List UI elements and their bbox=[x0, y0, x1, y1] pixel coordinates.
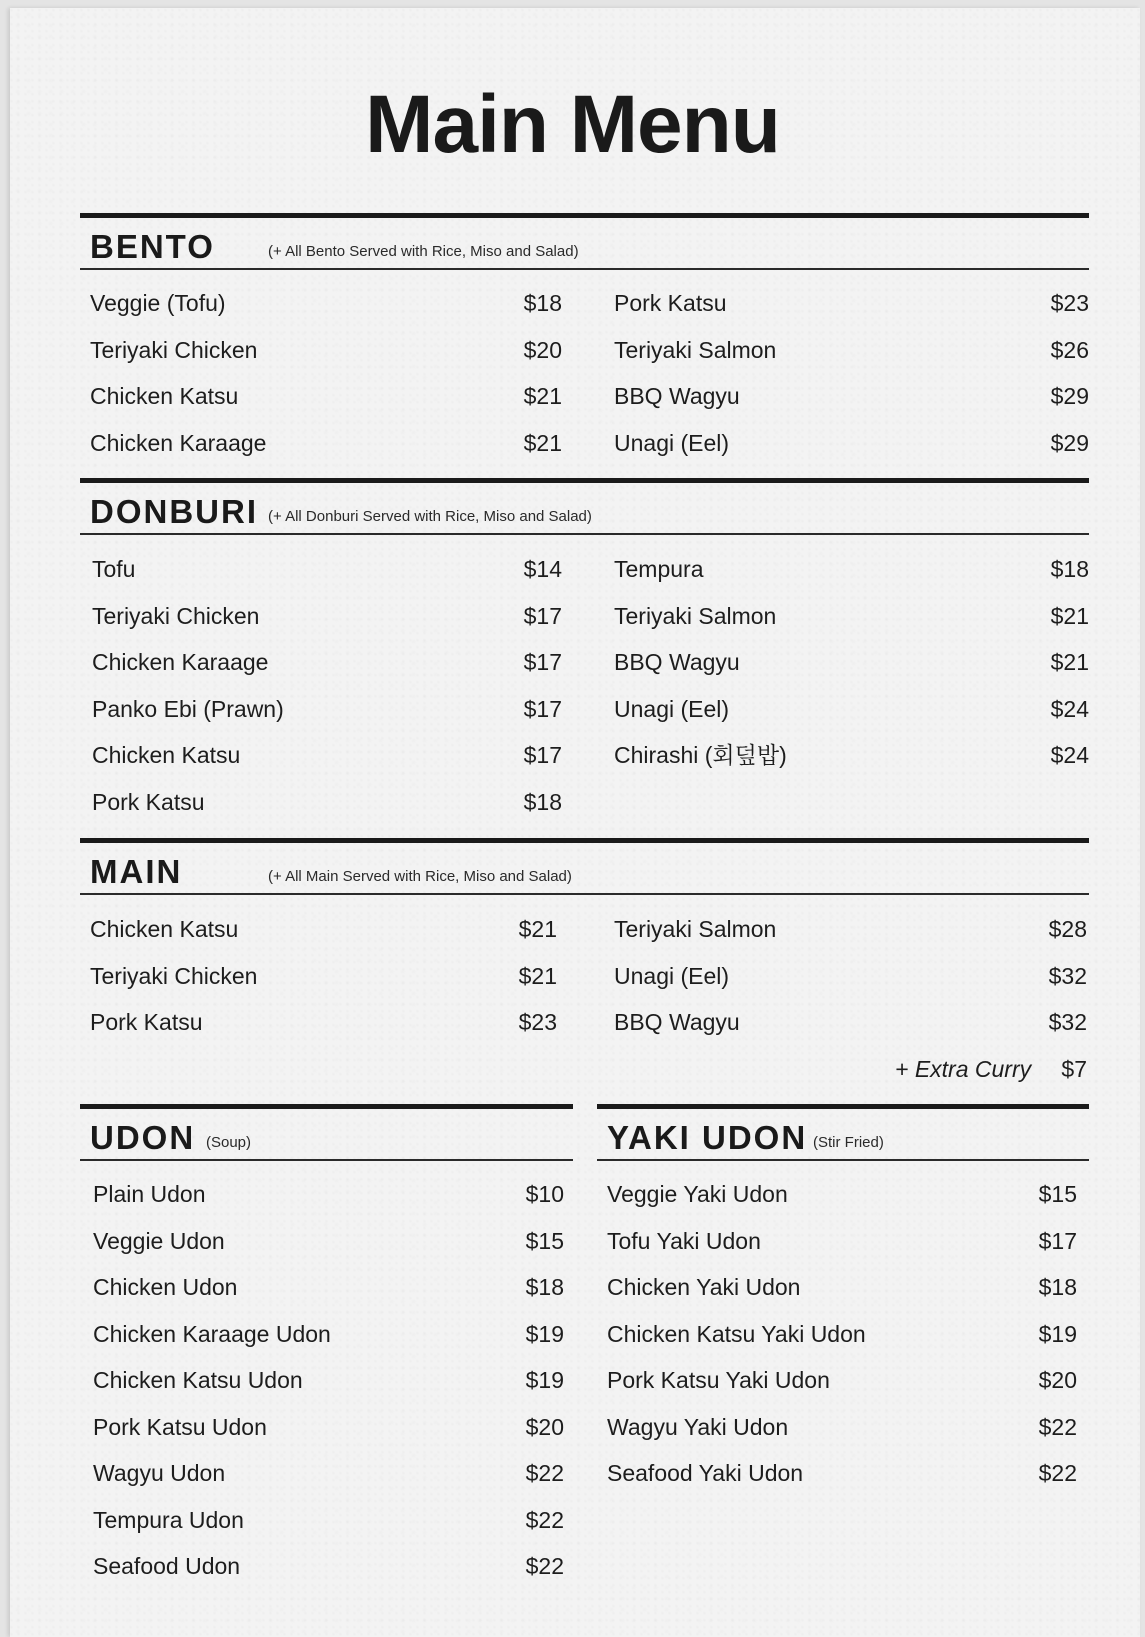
menu-item bbox=[614, 327, 1089, 374]
item-price: $24 bbox=[1050, 695, 1089, 722]
item-price: $21 bbox=[518, 962, 557, 989]
bento-right-column bbox=[614, 280, 1089, 466]
item-price: $15 bbox=[525, 1227, 564, 1254]
item-price: $18 bbox=[525, 1274, 564, 1300]
menu-item bbox=[607, 1264, 1077, 1311]
menu-item bbox=[92, 546, 562, 593]
menu-item bbox=[614, 686, 1089, 733]
item-name: Seafood Udon bbox=[93, 1553, 241, 1579]
section-note: (Soup) bbox=[206, 1134, 252, 1151]
item-name: Tempura bbox=[614, 556, 704, 582]
menu-item bbox=[614, 953, 1087, 1000]
menu-item bbox=[93, 1218, 564, 1265]
item-price: $28 bbox=[1048, 916, 1087, 942]
item-price: $18 bbox=[523, 290, 562, 316]
main-left-column bbox=[90, 906, 557, 1046]
menu-item bbox=[93, 1404, 564, 1451]
section-header bbox=[80, 218, 1089, 268]
item-price: $22 bbox=[525, 1460, 564, 1486]
udon-column bbox=[93, 1171, 564, 1590]
section-note: (+ All Main Served with Rice, Miso and Salad) bbox=[268, 868, 572, 885]
menu-item bbox=[614, 546, 1089, 593]
item-name: Pork Katsu bbox=[614, 290, 727, 316]
menu-item bbox=[607, 1171, 1077, 1218]
menu-item bbox=[90, 906, 557, 953]
item-name: Seafood Yaki Udon bbox=[607, 1460, 804, 1486]
section-header bbox=[80, 843, 1089, 893]
item-price: $17 bbox=[1038, 1227, 1077, 1254]
item-price: $20 bbox=[523, 336, 562, 363]
item-price: $15 bbox=[1038, 1181, 1077, 1207]
item-name: Tofu bbox=[92, 556, 136, 582]
menu-item bbox=[93, 1357, 564, 1404]
section-note: (+ All Bento Served with Rice, Miso and Salad) bbox=[268, 243, 579, 260]
section-title: UDON bbox=[90, 1119, 196, 1156]
item-price: $21 bbox=[523, 383, 562, 409]
item-name: Chicken Katsu bbox=[92, 742, 241, 768]
item-name: Wagyu Udon bbox=[93, 1460, 226, 1486]
item-name: BBQ Wagyu bbox=[614, 383, 740, 409]
item-name: Chicken Katsu bbox=[90, 916, 239, 942]
menu-item bbox=[90, 327, 562, 374]
item-price: $17 bbox=[523, 602, 562, 629]
item-name: Teriyaki Chicken bbox=[92, 602, 260, 629]
item-price: $19 bbox=[525, 1367, 564, 1393]
item-price: $22 bbox=[1038, 1413, 1077, 1440]
item-name: Chicken Yaki Udon bbox=[607, 1274, 801, 1300]
item-name: Unagi (Eel) bbox=[614, 962, 730, 989]
item-price: $21 bbox=[523, 429, 562, 456]
section-title: BENTO bbox=[90, 228, 215, 265]
item-price: $22 bbox=[525, 1506, 564, 1533]
item-price: $10 bbox=[525, 1181, 564, 1207]
item-price: $18 bbox=[523, 788, 562, 815]
menu-item bbox=[93, 1543, 564, 1590]
item-price: $20 bbox=[1038, 1367, 1077, 1393]
menu-item bbox=[614, 732, 1089, 779]
menu-item bbox=[93, 1264, 564, 1311]
yaki-udon-column bbox=[607, 1171, 1077, 1497]
menu-item bbox=[93, 1497, 564, 1544]
item-price: $17 bbox=[523, 695, 562, 722]
item-price: $22 bbox=[1038, 1460, 1077, 1486]
menu-item bbox=[93, 1311, 564, 1358]
addon-name: + Extra Curry bbox=[895, 1056, 1032, 1082]
item-name: Unagi (Eel) bbox=[614, 429, 730, 456]
item-price: $26 bbox=[1050, 336, 1089, 363]
item-price: $29 bbox=[1050, 429, 1089, 456]
item-name: Chicken Katsu Udon bbox=[93, 1367, 303, 1393]
donburi-section bbox=[80, 478, 1089, 815]
menu-item bbox=[92, 593, 562, 640]
donburi-right-column bbox=[614, 546, 1089, 779]
addon-price: $7 bbox=[1061, 1056, 1087, 1082]
item-price: $23 bbox=[1050, 290, 1089, 316]
item-name: BBQ Wagyu bbox=[614, 1009, 740, 1035]
menu-item bbox=[92, 779, 562, 826]
section-bottom-rule bbox=[80, 1159, 573, 1161]
yaki-udon-section bbox=[597, 1104, 1089, 1486]
item-name: Pork Katsu Yaki Udon bbox=[607, 1367, 830, 1393]
item-price: $17 bbox=[523, 649, 562, 675]
section-header bbox=[80, 1109, 573, 1159]
section-bottom-rule bbox=[80, 893, 1089, 895]
item-price: $14 bbox=[523, 556, 562, 582]
item-name: Chirashi (회덮밥) bbox=[614, 742, 787, 768]
menu-item bbox=[93, 1171, 564, 1218]
item-price: $18 bbox=[1038, 1274, 1077, 1300]
item-name: Chicken Katsu bbox=[90, 383, 239, 409]
item-name: Teriyaki Salmon bbox=[614, 602, 777, 629]
item-name: BBQ Wagyu bbox=[614, 649, 740, 675]
item-price: $18 bbox=[1050, 556, 1089, 582]
bento-section bbox=[80, 213, 1089, 456]
item-name: Chicken Karaage bbox=[92, 649, 269, 675]
item-price: $22 bbox=[525, 1553, 564, 1579]
menu-item bbox=[614, 420, 1089, 467]
item-name: Wagyu Yaki Udon bbox=[607, 1413, 789, 1440]
menu-item bbox=[607, 1450, 1077, 1497]
item-name: Pork Katsu bbox=[92, 788, 205, 815]
menu-item bbox=[607, 1404, 1077, 1451]
item-price: $21 bbox=[1050, 649, 1089, 675]
menu-item bbox=[607, 1218, 1077, 1265]
item-price: $32 bbox=[1048, 962, 1087, 989]
menu-item bbox=[614, 280, 1089, 327]
section-bottom-rule bbox=[80, 268, 1089, 270]
item-name: Teriyaki Salmon bbox=[614, 916, 777, 942]
udon-section bbox=[80, 1104, 573, 1579]
item-name: Pork Katsu bbox=[90, 1009, 203, 1035]
item-name: Teriyaki Chicken bbox=[90, 336, 258, 363]
menu-item bbox=[93, 1450, 564, 1497]
menu-item bbox=[92, 639, 562, 686]
item-name: Plain Udon bbox=[93, 1181, 206, 1207]
section-bottom-rule bbox=[597, 1159, 1089, 1161]
section-bottom-rule bbox=[80, 533, 1089, 535]
main-section bbox=[80, 838, 1089, 1082]
menu-item bbox=[90, 999, 557, 1046]
item-name: Veggie (Tofu) bbox=[90, 290, 226, 316]
item-price: $23 bbox=[518, 1009, 557, 1035]
menu-item bbox=[607, 1311, 1077, 1358]
donburi-left-column bbox=[92, 546, 562, 825]
item-name: Tofu Yaki Udon bbox=[607, 1227, 761, 1254]
menu-item bbox=[90, 953, 557, 1000]
item-name: Chicken Karaage bbox=[90, 429, 267, 456]
item-price: $21 bbox=[1050, 602, 1089, 629]
item-name: Chicken Karaage Udon bbox=[93, 1320, 331, 1347]
section-note: (+ All Donburi Served with Rice, Miso and Salad) bbox=[268, 508, 592, 525]
section-title: DONBURI bbox=[90, 493, 258, 530]
menu-item bbox=[614, 906, 1087, 953]
item-price: $19 bbox=[1038, 1320, 1077, 1347]
section-header bbox=[597, 1109, 1089, 1159]
page-title: Main Menu bbox=[365, 79, 780, 170]
menu-item bbox=[90, 280, 562, 327]
menu-item bbox=[607, 1357, 1077, 1404]
item-price: $17 bbox=[523, 742, 562, 768]
item-name: Tempura Udon bbox=[93, 1506, 244, 1533]
section-title: MAIN bbox=[90, 853, 183, 890]
item-name: Veggie Yaki Udon bbox=[607, 1181, 788, 1207]
item-price: $20 bbox=[525, 1413, 564, 1440]
section-title: YAKI UDON bbox=[607, 1119, 808, 1156]
section-header bbox=[80, 483, 1089, 533]
menu-item bbox=[614, 593, 1089, 640]
extra-curry-addon bbox=[895, 1046, 1087, 1092]
item-price: $21 bbox=[518, 916, 557, 942]
item-name: Pork Katsu Udon bbox=[93, 1413, 267, 1440]
item-name: Veggie Udon bbox=[93, 1227, 225, 1254]
section-note: (Stir Fried) bbox=[813, 1134, 884, 1151]
item-price: $24 bbox=[1050, 742, 1089, 768]
item-name: Teriyaki Salmon bbox=[614, 336, 777, 363]
item-name: Teriyaki Chicken bbox=[90, 962, 258, 989]
menu-item bbox=[614, 373, 1089, 420]
item-name: Chicken Katsu Yaki Udon bbox=[607, 1320, 866, 1347]
item-name: Unagi (Eel) bbox=[614, 695, 730, 722]
menu-item bbox=[614, 639, 1089, 686]
item-price: $19 bbox=[525, 1320, 564, 1347]
item-name: Chicken Udon bbox=[93, 1274, 238, 1300]
menu-item bbox=[90, 420, 562, 467]
bento-left-column bbox=[90, 280, 562, 466]
menu-item bbox=[90, 373, 562, 420]
item-name: Panko Ebi (Prawn) bbox=[92, 695, 284, 722]
menu-item bbox=[92, 732, 562, 779]
item-price: $32 bbox=[1048, 1009, 1087, 1035]
item-price: $29 bbox=[1050, 383, 1089, 409]
menu-item bbox=[92, 686, 562, 733]
menu-item bbox=[614, 999, 1087, 1046]
main-right-column bbox=[614, 906, 1087, 1046]
